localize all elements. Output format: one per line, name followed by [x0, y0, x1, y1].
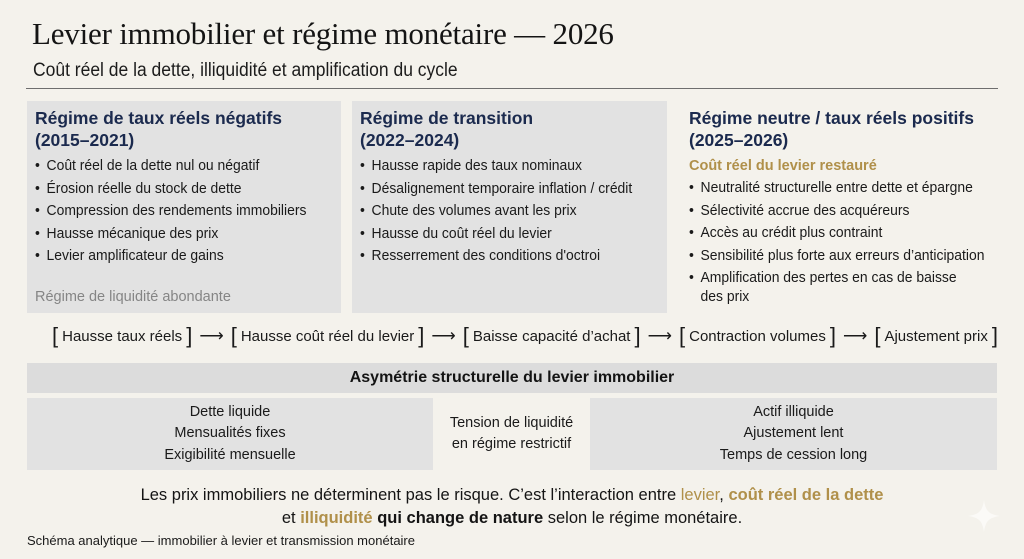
- list-item: • Accès au crédit plus contraint: [689, 222, 990, 245]
- asymmetry-tension-cell: Tension de liquidité en régime restrictif: [449, 414, 574, 452]
- chain-step: [ Baisse capacité d’achat ]: [462, 323, 641, 348]
- regime-panel-transition: [352, 101, 667, 313]
- list-item: • Hausse mécanique des prix: [35, 223, 321, 246]
- chain-step: [ Ajustement prix ]: [874, 323, 998, 348]
- regime-title: Régime neutre / taux réels positifs (2025–2026): [689, 108, 974, 150]
- footer-caption: Schéma analytique — immobilier à levier et transmission monétaire: [27, 533, 415, 548]
- list-item: • Désalignement temporaire inflation / crédit: [360, 178, 647, 201]
- keyword-illiquidite: illiquidité: [300, 509, 373, 527]
- list-item: • Coût réel de la dette nul ou négatif: [35, 155, 321, 178]
- regime-highlight: Coût réel du levier restauré: [689, 158, 877, 174]
- page-subtitle: Coût réel de la dette, illiquidité et amplification du cycle: [33, 60, 458, 81]
- asymmetry-title: Asymétrie structurelle du levier immobilier: [27, 363, 997, 393]
- regime-title: Régime de transition (2022–2024): [360, 108, 534, 150]
- asymmetry-asset-cell: Actif illiquide Ajustement lent Temps de cession long: [590, 398, 997, 470]
- regime-item-list: [360, 155, 659, 268]
- list-item: • Érosion réelle du stock de dette: [35, 178, 321, 201]
- arrow-right-icon: ⟶: [647, 326, 672, 345]
- list-item: • Sensibilité plus forte aux erreurs d’anticipation: [689, 245, 990, 268]
- list-item: • Neutralité structurelle entre dette et épargne: [689, 177, 990, 200]
- chain-step: [ Contraction volumes ]: [678, 323, 836, 348]
- list-item: • Compression des rendements immobiliers: [35, 200, 321, 223]
- keyword-levier: levier: [680, 486, 720, 504]
- regime-panel-negative-rates: [27, 101, 341, 313]
- list-item: • Sélectivité accrue des acquéreurs: [689, 200, 990, 223]
- list-item: • Hausse rapide des taux nominaux: [360, 155, 647, 178]
- sparkle-icon: [967, 499, 1001, 533]
- list-item: • Amplification des pertes en cas de baisse des prix: [689, 267, 977, 307]
- chain-step: [ Hausse taux réels ]: [52, 323, 193, 348]
- regime-title: Régime de taux réels négatifs (2015–2021): [35, 108, 283, 150]
- conclusion-statement: Les prix immobiliers ne déterminent pas le risque. C’est l’interaction entre levier, coût réel de la dette et illiquidité qui change de nature selon le régime monétaire.: [140, 486, 884, 527]
- arrow-right-icon: ⟶: [842, 326, 868, 345]
- header-divider: [26, 88, 998, 89]
- asymmetry-debt-cell: Dette liquide Mensualités fixes Exigibilité mensuelle: [27, 398, 433, 470]
- list-item: • Hausse du coût réel du levier: [360, 223, 647, 246]
- list-item: • Resserrement des conditions d'octroi: [360, 245, 647, 268]
- list-item: • Chute des volumes avant les prix: [360, 200, 647, 223]
- transmission-chain: [52, 323, 998, 348]
- arrow-right-icon: ⟶: [431, 326, 456, 345]
- list-item: • Levier amplificateur de gains: [35, 245, 321, 268]
- regime-panel-neutral: [681, 101, 1011, 313]
- keyword-cout-reel: coût réel de la dette: [728, 486, 884, 504]
- arrow-right-icon: ⟶: [199, 326, 224, 345]
- regime-item-list: [689, 177, 1003, 307]
- regime-item-list: [35, 155, 333, 268]
- regime-note: Régime de liquidité abondante: [35, 289, 231, 305]
- page-title: Levier immobilier et régime monétaire — 2026: [32, 16, 614, 51]
- chain-step: [ Hausse coût réel du levier ]: [230, 323, 425, 348]
